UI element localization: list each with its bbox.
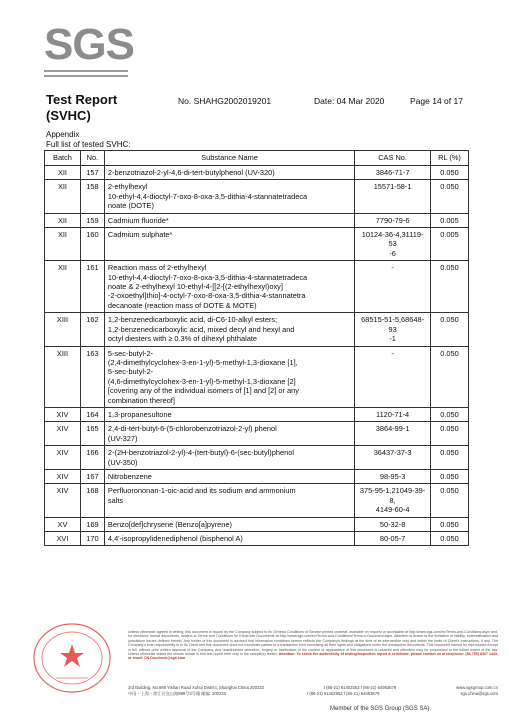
cell-rl: 0.050 — [431, 422, 469, 446]
cell-rl: 0.050 — [431, 469, 469, 483]
column-header-cas: CAS No. — [355, 151, 431, 166]
cell-substance: Cadmium sulphate* — [104, 228, 354, 261]
phone-en: t (86-21) 61402553 f (86-21) 64953679 — [323, 685, 397, 690]
appendix-subtitle: Full list of tested SVHC: — [46, 140, 131, 149]
cell-batch: XII — [45, 166, 81, 180]
cell-no: 157 — [80, 166, 104, 180]
cell-no: 164 — [80, 407, 104, 421]
cell-rl: 0.050 — [431, 532, 469, 546]
cell-substance: Cadmium fluoride* — [104, 213, 354, 227]
logo-text: SGS — [44, 20, 134, 69]
cell-cas: 375-95-1,21049-39-8, 4149-60-4 — [355, 484, 431, 517]
column-header-no: No. — [80, 151, 104, 166]
cell-no: 167 — [80, 469, 104, 483]
report-title-line1: Test Report — [46, 92, 118, 107]
column-header-rl: RL (%) — [431, 151, 469, 166]
cell-batch: XIV — [45, 446, 81, 470]
cell-no: 163 — [80, 346, 104, 407]
column-header-substance: Substance Name — [104, 151, 354, 166]
address-en: 3rd Building, No.889 Yishan Road Xuhui District, Shanghai China 200233 — [128, 685, 264, 690]
cell-cas: 15571-58-1 — [355, 180, 431, 213]
cell-rl: 0.050 — [431, 261, 469, 313]
cell-substance: Reaction mass of 2-ethylhexyl 10-ethyl-4,4-dioctyl-7-oxo-8-oxa-3,5-dithia-4-stannatetradeca noate & 2-ethylhexyl 10-ethyl-4-[[2-[(2-ethylhexyl)oxy] -2-oxoethyl]thio]-4-octyl-7-oxo-8-oxa-3,5-dithia-4-stannatetra decanoate (reaction mass of DOTE & MOTE) — [104, 261, 354, 313]
member-note: Member of the SGS Group (SGS SA) — [330, 706, 430, 712]
cell-batch: XIII — [45, 346, 81, 407]
cell-substance: Nitrobenzene — [104, 469, 354, 483]
cell-batch: XII — [45, 261, 81, 313]
cell-rl: 0.050 — [431, 446, 469, 470]
svhc-table — [44, 150, 469, 546]
table-body — [45, 166, 469, 546]
star-icon — [60, 644, 84, 667]
cell-rl: 0.050 — [431, 166, 469, 180]
cell-cas: 98-95-3 — [355, 469, 431, 483]
cell-batch: XIV — [45, 407, 81, 421]
cell-substance: 2,4-di-tert-butyl-6-(5-chlorobenzotriazol-2-yl) phenol (UV-327) — [104, 422, 354, 446]
cell-cas: 80-05-7 — [355, 532, 431, 546]
cell-rl: 0.050 — [431, 517, 469, 531]
table-row — [45, 469, 469, 483]
cell-batch: XIV — [45, 422, 81, 446]
cell-no: 160 — [80, 228, 104, 261]
cell-no: 169 — [80, 517, 104, 531]
cell-batch: XVI — [45, 532, 81, 546]
table-row — [45, 213, 469, 227]
footer-address — [128, 685, 498, 697]
table-row — [45, 313, 469, 346]
cell-substance: 1,2-benzenedicarboxylic acid, di-C6-10-alkyl esters; 1,2-benzenedicarboxylic acid, mixed decyl and hexyl and octyl diesters with ≥ 0.3% of dihexyl phthalate — [104, 313, 354, 346]
cell-batch: XII — [45, 213, 81, 227]
cell-rl: 0.005 — [431, 213, 469, 227]
cell-substance: 4,4'-isopropylidenediphenol (bisphenol A) — [104, 532, 354, 546]
cell-rl: 0.050 — [431, 346, 469, 407]
cell-cas: 7790-79-6 — [355, 213, 431, 227]
sgs-logo — [44, 18, 134, 78]
cell-batch: XIII — [45, 313, 81, 346]
page-number: Page 14 of 17 — [410, 96, 463, 106]
cell-cas: 10124-36-4,31119-53 -6 — [355, 228, 431, 261]
appendix-title: Appendix — [46, 130, 80, 139]
cell-batch: XV — [45, 517, 81, 531]
cell-substance: 1,3-propanesultone — [104, 407, 354, 421]
table-row — [45, 517, 469, 531]
table-row — [45, 407, 469, 421]
cell-rl: 0.050 — [431, 180, 469, 213]
table-row — [45, 446, 469, 470]
cell-cas: 36437-37-3 — [355, 446, 431, 470]
cell-rl: 0.005 — [431, 228, 469, 261]
cell-rl: 0.050 — [431, 313, 469, 346]
cell-no: 159 — [80, 213, 104, 227]
table-header-row — [45, 151, 469, 166]
cell-cas: 50-32-8 — [355, 517, 431, 531]
cell-batch: XIV — [45, 469, 81, 483]
cell-substance: 2-(2H-benzotriazol-2-yl)-4-(tert-butyl)-6-(sec-butyl)phenol (UV-350) — [104, 446, 354, 470]
address-cn: 中国・上海・徐汇区宜山路889号3号楼 邮编: 200233 — [128, 691, 226, 696]
attention-text: Attention: To check the authenticity of testing/inspection report & certificate, please contact us at telephone: (86-755) 8307 1443, or email: CN.Doccheck@sgs.com — [128, 652, 498, 661]
table-row — [45, 166, 469, 180]
cell-batch: XII — [45, 228, 81, 261]
cell-cas: - — [355, 346, 431, 407]
cell-no: 165 — [80, 422, 104, 446]
cell-substance: Benzo[def]chrysene (Benzo[a]pyrene) — [104, 517, 354, 531]
footer-disclaimer — [128, 630, 498, 661]
inspection-stamp — [30, 620, 114, 696]
phone-cn: t (86-21) 61402553 f (86-21) 64953679 — [307, 691, 380, 696]
cell-no: 158 — [80, 180, 104, 213]
cell-cas: 3846-71-7 — [355, 166, 431, 180]
table-row — [45, 532, 469, 546]
cell-no: 166 — [80, 446, 104, 470]
cell-cas: 3864-99-1 — [355, 422, 431, 446]
table-row — [45, 422, 469, 446]
cell-substance: Perfluorononan-1-oic-acid and its sodium and ammonium salts — [104, 484, 354, 517]
cell-rl: 0.050 — [431, 484, 469, 517]
cell-cas: - — [355, 261, 431, 313]
table-row — [45, 346, 469, 407]
logo-rule — [44, 75, 128, 77]
cell-no: 161 — [80, 261, 104, 313]
cell-no: 168 — [80, 484, 104, 517]
cell-batch: XII — [45, 180, 81, 213]
logo-rule — [44, 70, 128, 72]
email: sgs.china@sgs.com — [460, 691, 498, 696]
cell-batch: XIV — [45, 484, 81, 517]
appendix-heading — [46, 130, 130, 150]
disclaimer-text: Unless otherwise agreed in writing, this document is issued by the Company subject to its General Conditions of Service printed overleaf, available on request or accessible at http://www.sgs.com/en/Terms-and-Conditions.aspx and, for electronic format documents, subject to Terms and Conditions for Electronic Documents at http://www.sgs.com/en/Terms-and-Conditions/Terms-e-Document.aspx. Attention is drawn to the limitation of liability, indemnification and jurisdiction issues defined therein. Any holder of this document is advised that information contained hereon reflects the Company's findings at the time of its intervention only and within the limits of Client's instructions, if any. The Company's sole responsibility is to its Client and this document does not exonerate parties to a transaction from exercising all their rights and obligations under the transaction documents. This document cannot be reproduced except in full, without prior written approval of the Company. Any unauthorized alteration, forgery or falsification of the content or appearance of this document is unlawful and offenders may be prosecuted to the fullest extent of the law. Unless otherwise stated the results shown in this test report refer only to the sample(s) tested. — [128, 630, 498, 657]
website: www.sgsgroup.com.cn — [456, 685, 498, 690]
cell-no: 162 — [80, 313, 104, 346]
report-title — [46, 92, 117, 124]
cell-substance: 5-sec-butyl-2- (2,4-dimethylcyclohex-3-en-1-yl)-5-methyl-1,3-dioxane [1], 5-sec-butyl-2- (4,6-dimethylcyclohex-3-en-1-yl)-5-methyl-1,3-dioxane [2] [covering any of the individual isomers of [1] and [2] or any combination thereof] — [104, 346, 354, 407]
report-number: No. SHAHG2002019201 — [178, 96, 272, 106]
cell-substance: 2-ethylhexyl 10-ethyl-4,4-dioctyl-7-oxo-8-oxa-3,5-dithia-4-stannatetradeca noate (DOTE) — [104, 180, 354, 213]
report-date: Date: 04 Mar 2020 — [314, 96, 385, 106]
cell-rl: 0.050 — [431, 407, 469, 421]
cell-substance: 2-benzotriazol-2-yl-4,6-di-tert-butylphenol (UV-320) — [104, 166, 354, 180]
column-header-batch: Batch — [45, 151, 81, 166]
table-row — [45, 180, 469, 213]
table-row — [45, 261, 469, 313]
cell-cas: 68515-51-5,68648-93 -1 — [355, 313, 431, 346]
table-row — [45, 484, 469, 517]
table-row — [45, 228, 469, 261]
cell-cas: 1120-71-4 — [355, 407, 431, 421]
cell-no: 170 — [80, 532, 104, 546]
report-title-line2: (SVHC) — [46, 108, 91, 123]
